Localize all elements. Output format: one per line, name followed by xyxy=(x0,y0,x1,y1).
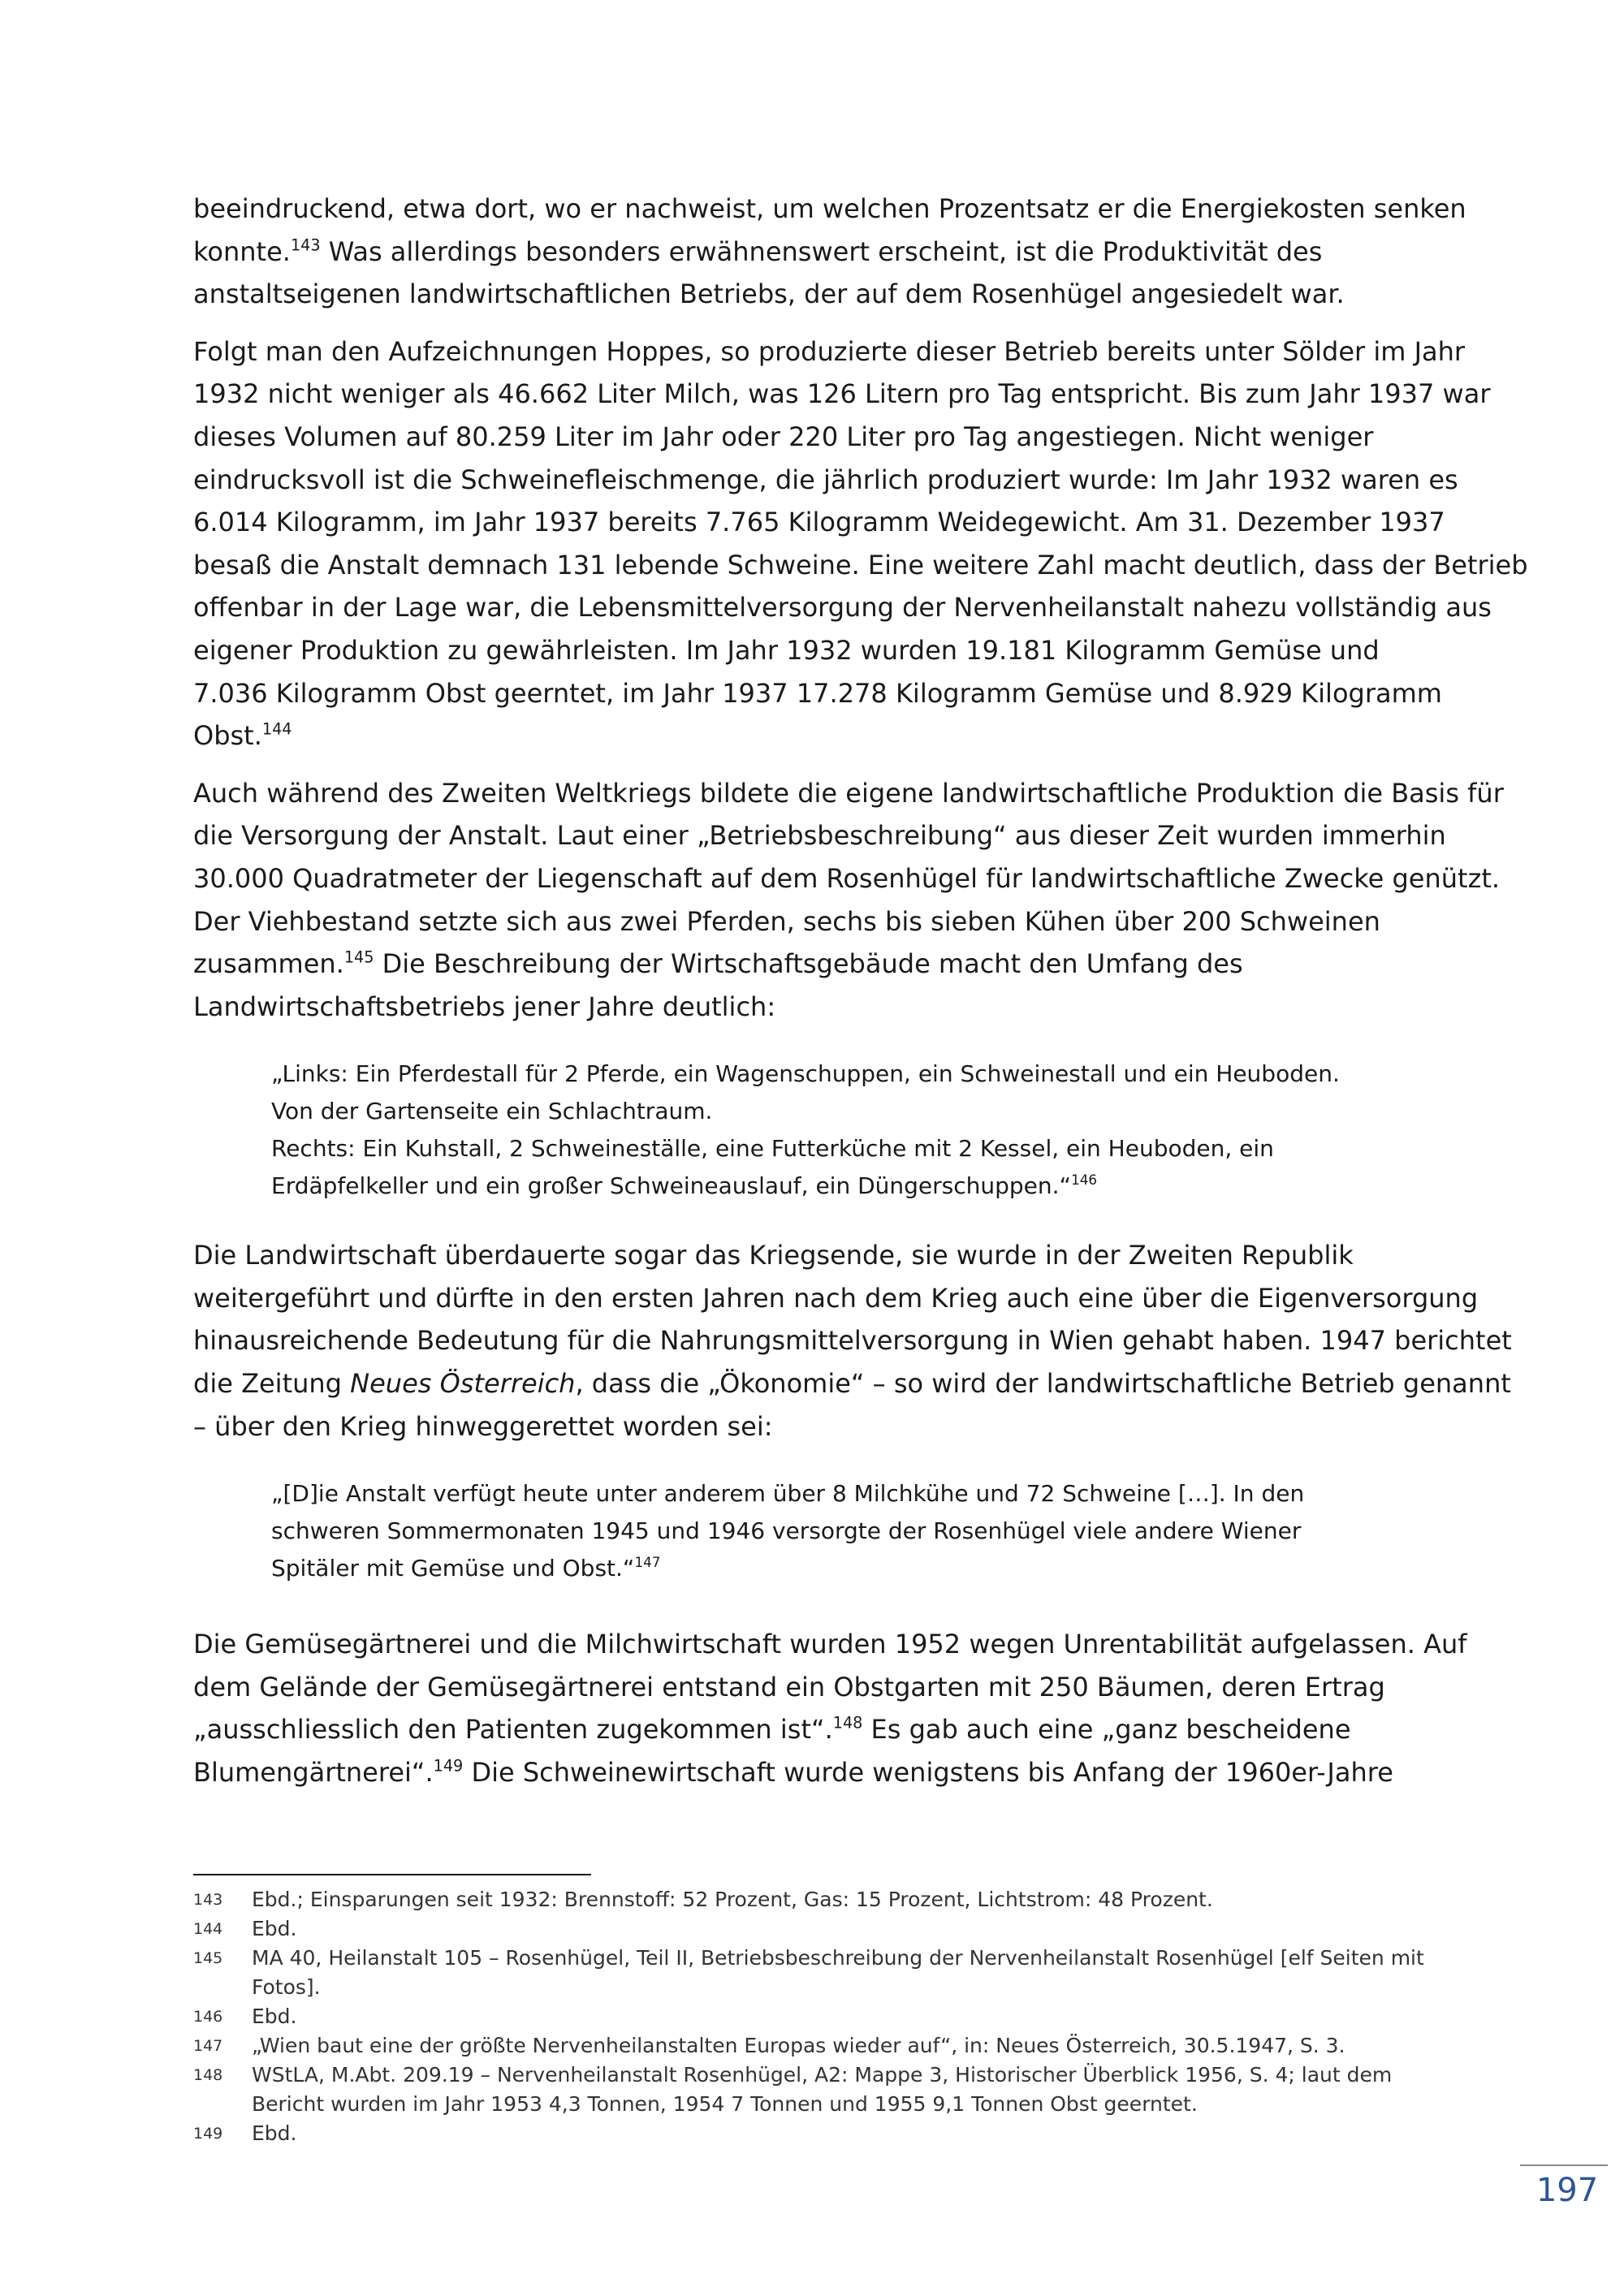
footnote-ref-147[interactable]: 147 xyxy=(634,1554,661,1571)
footnote-145 xyxy=(193,1944,1460,2002)
text-line: hinausreichende Bedeutung für die Nahrungsmittelversorgung in Wien gehabt haben. 1947 berichtet xyxy=(193,1325,1512,1357)
text-line: eigener Produktion zu gewährleisten. Im Jahr 1932 wurden 19.181 Kilogramm Gemüse und xyxy=(193,634,1380,666)
quote-line: Rechts: Ein Kuhstall, 2 Schweineställe, eine Futterküche mit 2 Kessel, ein Heuboden, ein xyxy=(271,1135,1274,1163)
text-line: eindrucksvoll ist die Schweinefleischmenge, die jährlich produziert wurde: Im Jahr 1932 waren es xyxy=(193,464,1458,495)
text-line xyxy=(193,231,1444,274)
body-text xyxy=(193,188,1528,1809)
paragraph-1 xyxy=(193,188,1466,316)
text-line: Die Gemüsegärtnerei und die Milchwirtschaft wurden 1952 wegen Unrentabilität aufgelassen. Auf xyxy=(193,1629,1467,1660)
quote-line: „Links: Ein Pferdestall für 2 Pferde, ein Wagenschuppen, ein Schweinestall und ein Heuboden. xyxy=(271,1060,1340,1088)
text-run: Obst. xyxy=(193,720,262,752)
footnote-number: 148 xyxy=(193,2066,223,2084)
footnote-ref-143[interactable]: 143 xyxy=(290,235,321,255)
footnote-number: 143 xyxy=(193,1891,223,1909)
quote-line: schweren Sommermonaten 1945 und 1946 versorgte der Rosenhügel viele andere Wiener xyxy=(271,1517,1302,1545)
paragraph-2 xyxy=(193,330,1528,757)
block-quote-1 xyxy=(271,1055,1408,1205)
text-line: die Versorgung der Anstalt. Laut einer „Betriebsbeschreibung“ aus dieser Zeit wurden immerhin xyxy=(193,820,1446,852)
text-run: Was allerdings besonders erwähnenswert erscheint, ist die Produktivität des xyxy=(320,235,1323,267)
page-number: 197 xyxy=(1535,2172,1599,2209)
footnotes xyxy=(193,1885,1460,2148)
text-run: Es gab auch eine „ganz bescheidene xyxy=(862,1714,1351,1746)
text-run: Die Beschreibung der Wirtschaftsgebäude macht den Umfang des xyxy=(374,948,1243,980)
text-line: 30.000 Quadratmeter der Liegenschaft auf dem Rosenhügel für landwirtschaftliche Zwecke genützt. xyxy=(193,862,1501,894)
footnote-ref-145[interactable]: 145 xyxy=(343,947,374,967)
footnote-148 xyxy=(193,2061,1460,2119)
text-run: „ausschliesslich den Patienten zugekommen ist“. xyxy=(193,1714,833,1746)
newspaper-title: Neues Österreich xyxy=(350,1368,576,1400)
text-line: Landwirtschaftsbetriebs jener Jahre deutlich: xyxy=(193,990,776,1022)
text-line xyxy=(193,1708,1444,1751)
footnote-text: Ebd.; Einsparungen seit 1932: Brennstoff: 52 Prozent, Gas: 15 Prozent, Lichtstrom: 48 Prozent. xyxy=(252,1888,1213,1911)
footnote-text: Ebd. xyxy=(252,2005,297,2028)
text-line: Der Viehbestand setzte sich aus zwei Pferden, sechs bis sieben Kühen über 200 Schweinen xyxy=(193,905,1380,937)
footnote-number: 149 xyxy=(193,2125,223,2143)
text-run: Blumengärtnerei“. xyxy=(193,1757,434,1789)
text-run: konnte. xyxy=(193,235,291,267)
text-line: offenbar in der Lage war, die Lebensmittelversorgung der Nervenheilanstalt nahezu vollständig aus xyxy=(193,592,1492,624)
footnote-143 xyxy=(193,1885,1460,1914)
footnote-144 xyxy=(193,1914,1460,1944)
text-line xyxy=(193,714,1444,757)
footnote-number: 144 xyxy=(193,1920,223,1938)
footnote-ref-149[interactable]: 149 xyxy=(433,1756,464,1776)
quote-line xyxy=(271,1550,1408,1587)
footnote-ref-146[interactable]: 146 xyxy=(1071,1172,1098,1189)
text-line: Die Landwirtschaft überdauerte sogar das Kriegsende, sie wurde in der Zweiten Republik xyxy=(193,1240,1354,1271)
footnote-149 xyxy=(193,2119,1460,2148)
text-run: die Zeitung xyxy=(193,1368,351,1400)
text-line: 7.036 Kilogramm Obst geerntet, im Jahr 1937 17.278 Kilogramm Gemüse und 8.929 Kilogramm xyxy=(193,677,1442,709)
text-line xyxy=(193,1751,1444,1794)
text-run: Erdäpfelkeller und ein großer Schweineauslauf, ein Düngerschuppen.“ xyxy=(271,1172,1072,1200)
footnote-ref-148[interactable]: 148 xyxy=(832,1713,863,1733)
footnote-number: 145 xyxy=(193,1949,223,1967)
text-line: 6.014 Kilogramm, im Jahr 1937 bereits 7.765 Kilogramm Weidegewicht. Am 31. Dezember 1937 xyxy=(193,507,1445,538)
quote-line xyxy=(271,1167,1408,1205)
text-line: beeindruckend, etwa dort, wo er nachweist, um welchen Prozentsatz er die Energiekosten senken xyxy=(193,193,1466,224)
text-line: dieses Volumen auf 80.259 Liter im Jahr oder 220 Liter pro Tag angestiegen. Nicht weniger xyxy=(193,421,1374,452)
footnote-147 xyxy=(193,2031,1460,2061)
text-run: zusammen. xyxy=(193,948,344,980)
text-line: besaß die Anstalt demnach 131 lebende Schweine. Eine weitere Zahl macht deutlich, dass der Betrieb xyxy=(193,549,1528,580)
footnote-number: 146 xyxy=(193,2008,223,2026)
footnote-number: 147 xyxy=(193,2037,223,2055)
footnote-text: Ebd. xyxy=(252,1917,297,1940)
footnote-text: MA 40, Heilanstalt 105 – Rosenhügel, Teil II, Betriebsbeschreibung der Nervenheilanstalt Rosenhügel [elf Seiten mit Fotos]. xyxy=(252,1946,1424,1999)
text-line: Auch während des Zweiten Weltkriegs bildete die eigene landwirtschaftliche Produktion die Basis für xyxy=(193,777,1504,809)
text-line: Folgt man den Aufzeichnungen Hoppes, so produzierte dieser Betrieb bereits unter Sölder im Jahr xyxy=(193,335,1466,367)
text-line: – über den Krieg hinweggerettet worden sei: xyxy=(193,1410,773,1442)
footnote-text: „Wien baut eine der größte Nervenheilanstalten Europas wieder auf“, in: Neues Österreich, 30.5.1947, S. 3. xyxy=(252,2034,1345,2057)
footnote-separator xyxy=(193,1874,591,1875)
quote-line: Von der Gartenseite ein Schlachtraum. xyxy=(271,1098,713,1125)
paragraph-4 xyxy=(193,1234,1512,1448)
text-line xyxy=(193,1362,1511,1405)
footnote-ref-144[interactable]: 144 xyxy=(261,719,292,739)
footnote-text: Ebd. xyxy=(252,2121,297,2145)
text-run: , dass die „Ökonomie“ – so wird der landwirtschaftliche Betrieb genannt xyxy=(575,1368,1511,1400)
page-number-rule xyxy=(1520,2164,1608,2166)
footnote-text: WStLA, M.Abt. 209.19 – Nervenheilanstalt Rosenhügel, A2: Mappe 3, Historischer Überblick 1956, S. 4; laut dem Bericht wurden im Jahr 1953 4,3 Tonnen, 1954 7 Tonnen und 1955 9,1 Tonnen Obst geerntet. xyxy=(252,2063,1393,2116)
text-line: dem Gelände der Gemüsegärtnerei entstand ein Obstgarten mit 250 Bäumen, deren Ertrag xyxy=(193,1671,1385,1703)
text-run: Spitäler mit Gemüse und Obst.“ xyxy=(271,1555,635,1582)
block-quote-2 xyxy=(271,1475,1408,1587)
paragraph-5 xyxy=(193,1623,1467,1793)
paragraph-3 xyxy=(193,772,1504,1029)
text-line: weitergeführt und dürfte in den ersten Jahren nach dem Krieg auch eine über die Eigenversorgung xyxy=(193,1282,1479,1314)
text-run: Die Schweinewirtschaft wurde wenigstens bis Anfang der 1960er-Jahre xyxy=(463,1757,1393,1789)
quote-line: „[D]ie Anstalt verfügt heute unter anderem über 8 Milchkühe und 72 Schweine […]. In den xyxy=(271,1480,1305,1508)
text-line: anstaltseigenen landwirtschaftlichen Betriebs, der auf dem Rosenhügel angesiedelt war. xyxy=(193,278,1345,310)
text-line xyxy=(193,943,1444,986)
footnote-146 xyxy=(193,2002,1460,2031)
text-line: 1932 nicht weniger als 46.662 Liter Milch, was 126 Litern pro Tag entspricht. Bis zum Jahr 1937 war xyxy=(193,378,1491,410)
